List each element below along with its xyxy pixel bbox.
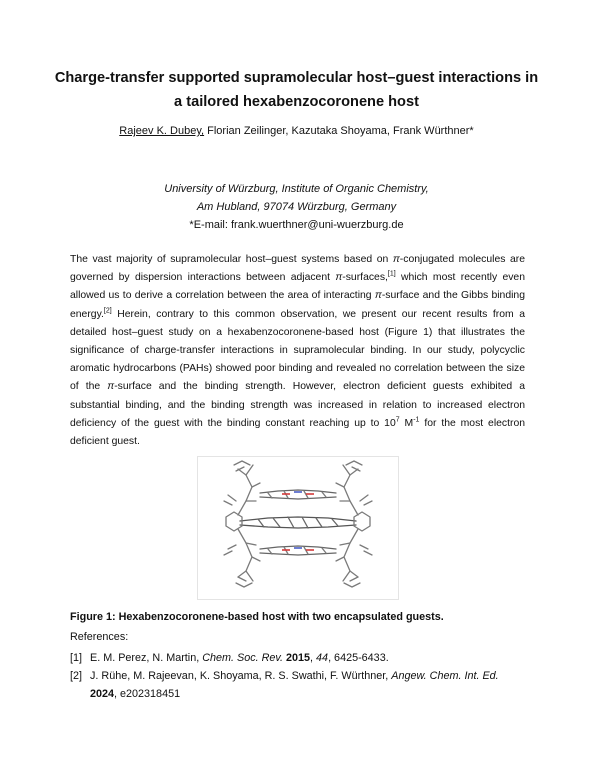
reference-authors: J. Rühe, M. Rajeevan, K. Shoyama, R. S. Swathi, F. Würthner, xyxy=(90,670,392,682)
affiliation-address: Am Hubland, 97074 Würzburg, Germany xyxy=(196,201,397,213)
affiliation-block xyxy=(40,180,553,234)
paper-title xyxy=(40,66,553,114)
pi-symbol: π xyxy=(374,290,382,302)
abstract-text-7: -surface and the binding strength. However, electron deficient guests exhibited a substantial binding, and the binding strength was increased in relation to increased electron deficiency of the guest with the binding constant reaching up to 10 xyxy=(70,381,525,429)
abstract-text-6: Herein, contrary to this common observation, we present our recent results from a detailed host–guest study on a hexabenzocoronene-based host (Figure 1) that illustrates the significance of charge-transfer interactions in supramolecular binding. In our study, polycyclic aromatic hydrocarbons (PAHs) showed poor binding and revealed no correlation between the size of the xyxy=(70,308,525,393)
abstract-text-1: The vast majority of supramolecular host–guest systems based on xyxy=(70,254,393,265)
abstract-text-8: M xyxy=(399,417,414,429)
figure-caption: Figure 1: Hexabenzocoronene-based host with two encapsulated guests. xyxy=(70,611,444,623)
pi-symbol: π xyxy=(107,381,115,393)
abstract-text-4: which most recently even allowed us to derive a correlation between the area of interacting xyxy=(70,272,525,302)
co-authors: Florian Zeilinger, Kazutaka Shoyama, Frank Würthner* xyxy=(204,125,474,137)
reference-number: [2] xyxy=(70,670,83,682)
reference-year: 2015 xyxy=(283,652,311,664)
reference-journal: Angew. Chem. Int. Ed. xyxy=(391,670,499,682)
abstract-text-3: -surfaces, xyxy=(342,272,388,284)
exponent: -1 xyxy=(413,416,420,424)
reference-text xyxy=(90,649,525,667)
reference-separator: , xyxy=(310,652,317,664)
title-line-1: Charge-transfer supported supramolecular host–guest interactions in xyxy=(54,70,539,86)
pi-symbol: π xyxy=(392,254,400,265)
exponent: 7 xyxy=(395,416,400,424)
title-line-2: a tailored hexabenzocoronene host xyxy=(174,94,419,110)
reference-authors: E. M. Perez, N. Martin, xyxy=(90,652,203,664)
reference-text xyxy=(90,667,525,703)
contact-email: *E-mail: frank.wuerthner@uni-wuerzburg.de xyxy=(189,219,404,231)
abstract-text-2: -conjugated molecules are governed by dispersion interactions between adjacent xyxy=(70,254,526,284)
reference-volume: 44 xyxy=(316,652,329,664)
citation-1: [1] xyxy=(387,270,396,278)
figure-1-molecular-structure xyxy=(197,456,399,600)
references-heading: References: xyxy=(70,631,129,643)
presenting-author: Rajeev K. Dubey, xyxy=(119,125,205,137)
author-list xyxy=(40,124,553,138)
abstract-text-5: -surface and the Gibbs binding energy. xyxy=(70,290,525,320)
reference-pages: , 6425-6433. xyxy=(328,652,389,664)
host-guest-structure-image xyxy=(198,457,398,599)
reference-year: 2024 xyxy=(90,688,115,700)
reference-journal: Chem. Soc. Rev. xyxy=(202,652,284,664)
abstract-paragraph xyxy=(70,251,525,451)
reference-number: [1] xyxy=(70,652,83,664)
pi-symbol: π xyxy=(335,272,343,284)
citation-2: [2] xyxy=(103,307,112,315)
affiliation-institute: University of Würzburg, Institute of Organic Chemistry, xyxy=(164,183,429,195)
abstract-text-9: for the most electron deficient guest. xyxy=(70,417,526,448)
reference-pages: , e202318451 xyxy=(114,688,181,700)
